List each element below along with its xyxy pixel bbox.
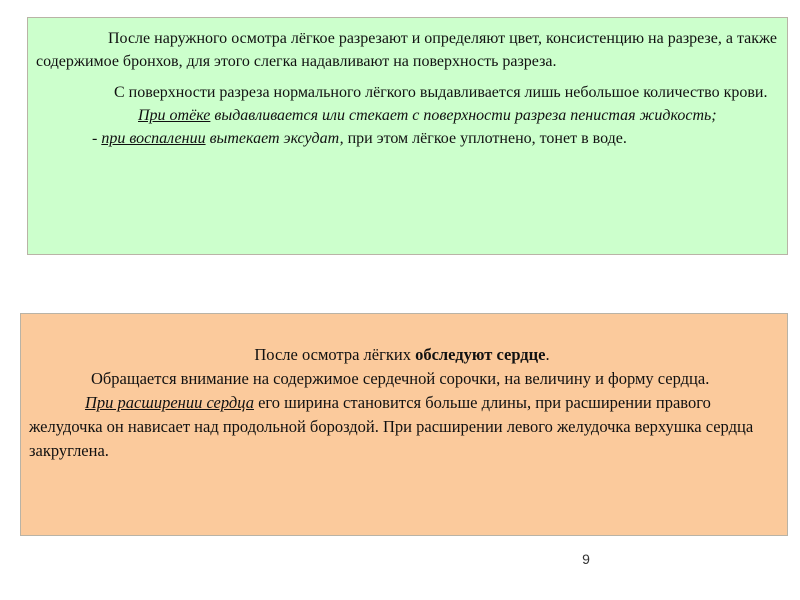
heart-heading-end: . bbox=[545, 345, 550, 364]
page-number: 9 bbox=[582, 551, 590, 567]
inflammation-text: при этом лёгкое уплотнено, тонет в воде. bbox=[343, 130, 627, 147]
inflammation-dash: - bbox=[92, 130, 102, 147]
edema-text: выдавливается или стекает с поверхности разреза пенистая жидкость; bbox=[210, 107, 717, 124]
edema-term: При отёке bbox=[138, 107, 211, 124]
inflammation-exudate: вытекает эксудат, bbox=[205, 130, 344, 147]
inflammation-paragraph bbox=[36, 127, 777, 150]
heart-heading-paragraph bbox=[29, 343, 775, 367]
normal-lung-paragraph: С поверхности разреза нормального лёгкого выдавливается лишь небольшое количество крови. bbox=[114, 84, 768, 101]
heart-heading-start: После осмотра лёгких bbox=[254, 345, 416, 364]
heart-dilation-paragraph bbox=[29, 391, 775, 463]
edema-paragraph bbox=[36, 104, 777, 127]
heart-examination-box bbox=[20, 313, 788, 536]
inflammation-term: при воспалении bbox=[101, 130, 206, 147]
heart-dilation-text: его ширина становится больше длины, при расширении правого желудочка он нависает над продольной бороздой. При расширении левого желудочка верхушка сердца закруглена. bbox=[29, 393, 754, 460]
lung-examination-box bbox=[27, 17, 788, 255]
heart-dilation-term: При расширении сердца bbox=[85, 393, 254, 412]
lung-cut-paragraph: После наружного осмотра лёгкое разрезают и определяют цвет, консистенцию на разрезе, а также содержимое бронхов, для этого слегка надавливают на поверхность разреза. bbox=[36, 30, 777, 70]
heart-heading-bold: обследуют сердце bbox=[415, 345, 546, 364]
pericardium-paragraph: Обращается внимание на содержимое сердечной сорочки, на величину и форму сердца. bbox=[91, 369, 710, 388]
